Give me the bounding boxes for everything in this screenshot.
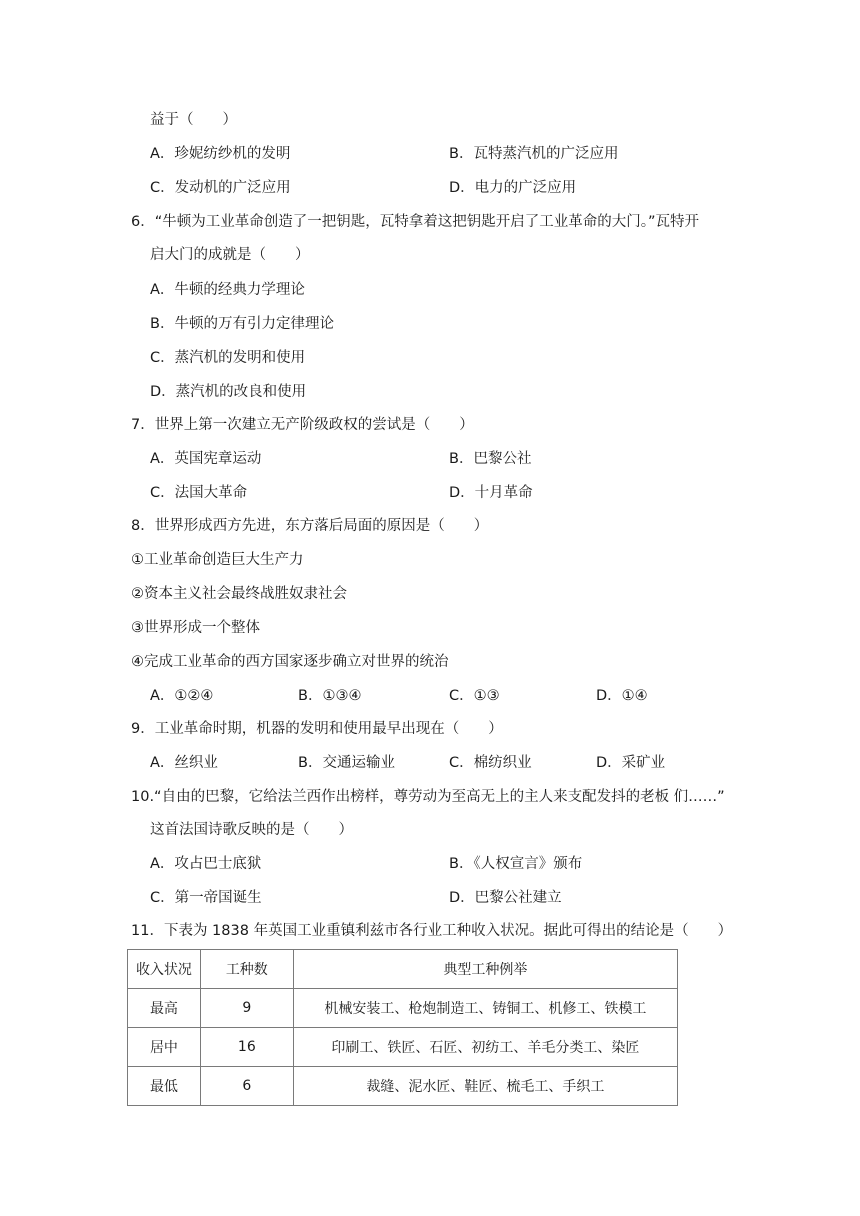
table-cell: 16 xyxy=(200,1028,293,1067)
table-cell: 裁缝、泥水匠、鞋匠、梳毛工、手织工 xyxy=(293,1067,677,1106)
q5-stem-continuation: 益于（ ） xyxy=(150,112,237,128)
q7-option-c: C．法国大革命 xyxy=(150,485,248,501)
q6-option-c: C．蒸汽机的发明和使用 xyxy=(150,350,306,366)
q9-option-c: C．棉纺织业 xyxy=(449,755,532,771)
table-cell: 居中 xyxy=(128,1028,201,1067)
q7-option-b: B．巴黎公社 xyxy=(449,451,532,467)
q7-stem: 7．世界上第一次建立无产阶级政权的尝试是（ ） xyxy=(131,417,474,433)
q9-option-a: A．丝织业 xyxy=(150,755,218,771)
q6-stem-line1: 6．“牛顿为工业革命创造了一把钥匙，瓦特拿着这把钥匙开启了工业革命的大门。”瓦特开 xyxy=(131,214,699,230)
q8-option-c: C．①③ xyxy=(449,688,500,704)
q9-stem: 9．工业革命时期，机器的发明和使用最早出现在（ ） xyxy=(131,721,503,737)
q7-option-d: D．十月革命 xyxy=(449,485,533,501)
table-cell: 9 xyxy=(200,989,293,1028)
table-cell: 机械安装工、枪炮制造工、铸铜工、机修工、铁模工 xyxy=(293,989,677,1028)
table-cell: 最高 xyxy=(128,989,201,1028)
q10-stem-line2: 这首法国诗歌反映的是（ ） xyxy=(150,822,353,838)
q10-option-a: A．攻占巴士底狱 xyxy=(150,856,262,872)
q5-option-c: C．发动机的广泛应用 xyxy=(150,180,291,196)
q8-item-3: ③世界形成一个整体 xyxy=(131,620,260,636)
q8-option-b: B．①③④ xyxy=(298,688,362,704)
table-cell: 最低 xyxy=(128,1067,201,1106)
q9-option-b: B．交通运输业 xyxy=(298,755,395,771)
q8-item-4: ④完成工业革命的西方国家逐步确立对世界的统治 xyxy=(131,654,449,670)
q10-option-c: C．第一帝国诞生 xyxy=(150,890,262,906)
income-table xyxy=(127,949,678,1106)
q10-option-d: D．巴黎公社建立 xyxy=(449,890,562,906)
q5-option-d: D．电力的广泛应用 xyxy=(449,180,577,196)
table-cell: 6 xyxy=(200,1067,293,1106)
q5-option-b: B．瓦特蒸汽机的广泛应用 xyxy=(449,146,619,162)
table-row xyxy=(128,1067,678,1106)
table-header-cell: 工种数 xyxy=(200,950,293,989)
q10-stem-line1: 10.“自由的巴黎，它给法兰西作出榜样，尊劳动为至高无上的主人来支配发抖的老板 们……” xyxy=(131,789,725,805)
table-header-cell: 收入状况 xyxy=(128,950,201,989)
q10-option-b: B．《人权宣言》颁布 xyxy=(449,856,583,872)
q6-stem-line2: 启大门的成就是（ ） xyxy=(150,247,310,263)
q6-option-d: D．蒸汽机的改良和使用 xyxy=(150,384,307,400)
table-header-cell: 典型工种例举 xyxy=(293,950,677,989)
table-cell: 印刷工、铁匠、石匠、初纺工、羊毛分类工、染匠 xyxy=(293,1028,677,1067)
table-row xyxy=(128,1028,678,1067)
q5-option-a: A．珍妮纺纱机的发明 xyxy=(150,146,291,162)
q11-stem: 11．下表为 1838 年英国工业重镇利兹市各行业工种收入状况。据此可得出的结论是（ ） xyxy=(131,923,733,939)
q6-option-a: A．牛顿的经典力学理论 xyxy=(150,282,305,298)
q6-option-b: B．牛顿的万有引力定律理论 xyxy=(150,316,334,332)
q8-item-2: ②资本主义社会最终战胜奴隶社会 xyxy=(131,586,347,602)
q8-stem: 8．世界形成西方先进，东方落后局面的原因是（ ） xyxy=(131,518,489,534)
q8-item-1: ①工业革命创造巨大生产力 xyxy=(131,552,304,568)
q8-option-a: A．①②④ xyxy=(150,688,214,704)
table-row xyxy=(128,989,678,1028)
table-header-row xyxy=(128,950,678,989)
q9-option-d: D．采矿业 xyxy=(596,755,666,771)
q7-option-a: A．英国宪章运动 xyxy=(150,451,262,467)
q8-option-d: D．①④ xyxy=(596,688,648,704)
